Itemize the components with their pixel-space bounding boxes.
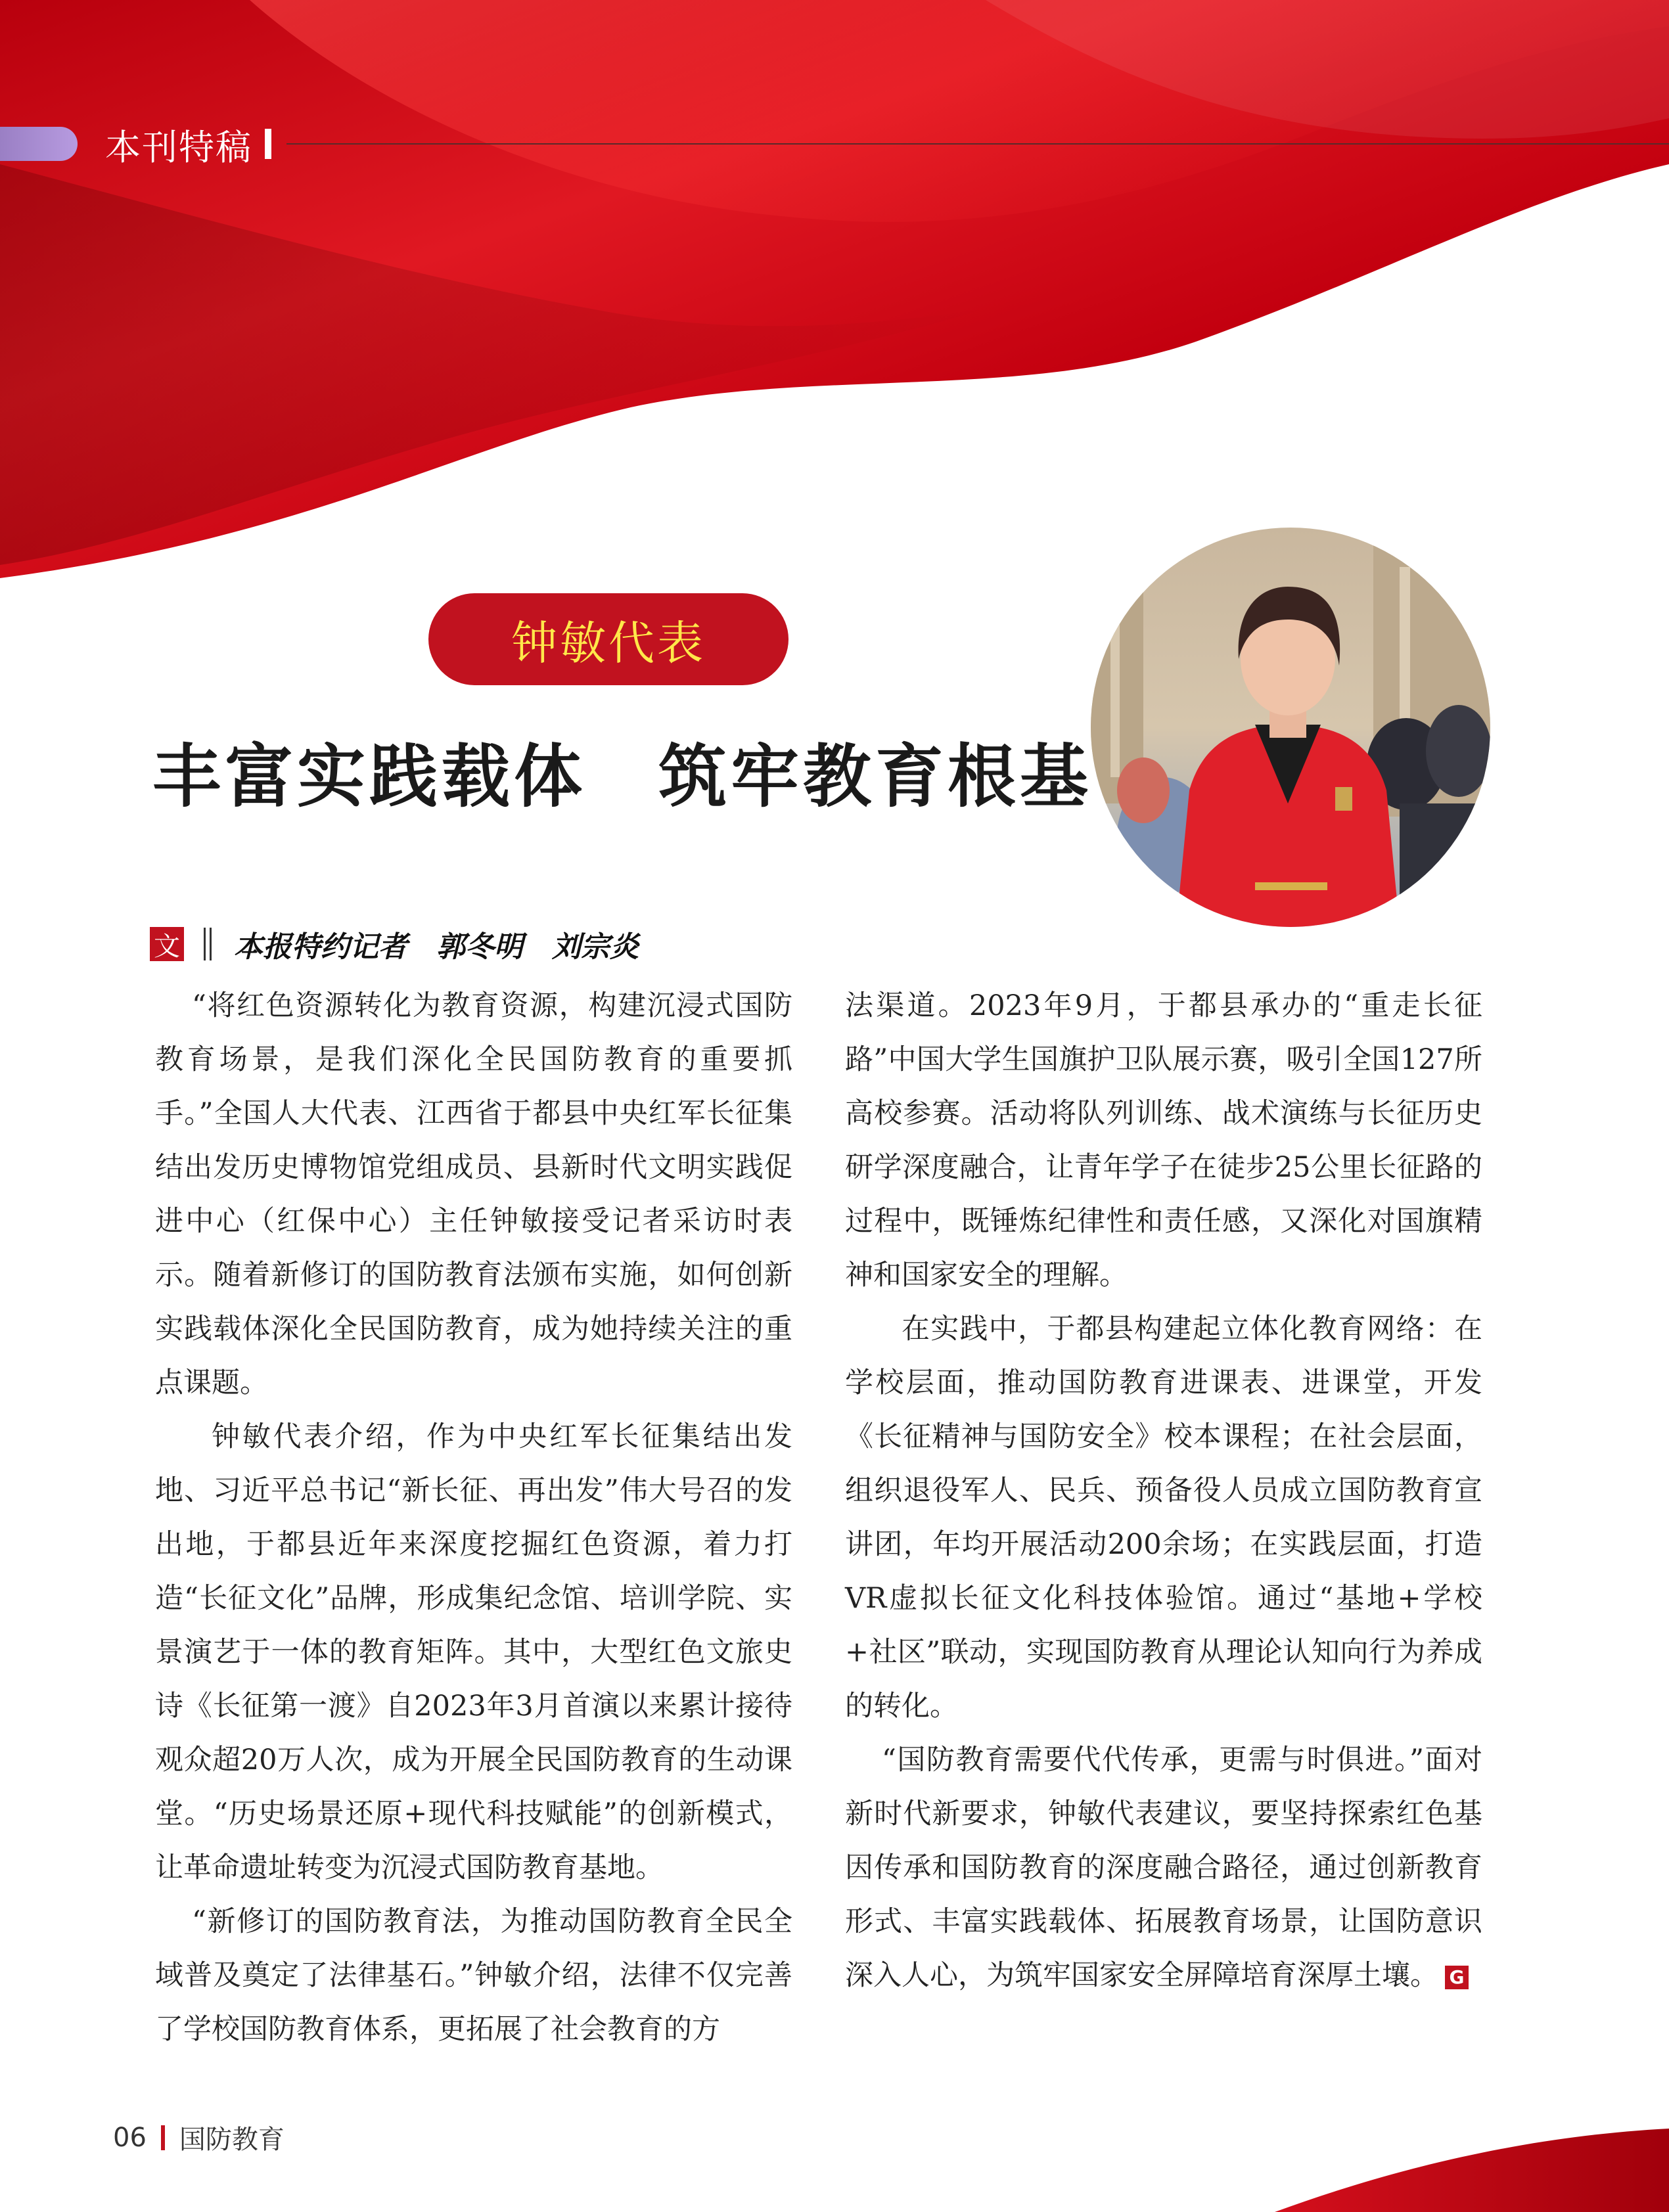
- footer-divider: [161, 2125, 165, 2150]
- wen-box-icon: 文: [150, 927, 184, 961]
- header-rule: [286, 143, 1669, 145]
- name-tag: [428, 593, 789, 685]
- section-accent-bar: [0, 127, 78, 161]
- section-divider: [265, 129, 271, 159]
- name-tag-label: 钟敏代表: [511, 616, 706, 670]
- magazine-name: 国防教育: [179, 2125, 285, 2155]
- byline-divider: [204, 928, 212, 960]
- g-logo-icon: G: [1445, 1966, 1469, 1989]
- byline: 本报特约记者 郭冬明 刘宗炎: [234, 930, 639, 964]
- paragraph: “将红色资源转化为教育资源，构建沉浸式国防教育场景，是我们深化全民国防教育的重要抓手。”全国人大代表、江西省于都县中央红军长征集结出发历史博物馆党组成员、县新时代文明实践促进中心（红保中心）主任钟敏接受记者采访时表示。随着新修订的国防教育法颁布实施，如何创新实践载体深化全民国防教育，成为她持续关注的重点课题。: [155, 989, 792, 1399]
- paragraph-text: “国防教育需要代代传承，更需与时俱进。”面对新时代新要求，钟敏代表建议，要坚持探索红色基因传承和国防教育的深度融合路径，通过创新教育形式、丰富实践载体、拓展教育场景，让国防意识深入人心，为筑牢国家安全屏障培育深厚土壤。: [845, 1744, 1482, 1992]
- body-column-left: [155, 979, 792, 2056]
- paragraph: [845, 1733, 1482, 2002]
- article-headline: 丰富实践载体 筑牢教育根基: [152, 736, 1093, 817]
- section-label: 本刊特稿: [105, 127, 252, 168]
- portrait-photo: [1091, 528, 1490, 927]
- paragraph: 钟敏代表介绍，作为中央红军长征集结出发地、习近平总书记“新长征、再出发”伟大号召的发出地，于都县近年来深度挖掘红色资源，着力打造“长征文化”品牌，形成集纪念馆、培训学院、实景演艺于一体的教育矩阵。其中，大型红色文旅史诗《长征第一渡》自2023年3月首演以来累计接待观众超20万人次，成为开展全民国防教育的生动课堂。“历史场景还原+现代科技赋能”的创新模式，让革命遗址转变为沉浸式国防教育基地。: [155, 1420, 792, 1884]
- paragraph: “新修订的国防教育法，为推动国防教育全民全域普及奠定了法律基石。”钟敏介绍，法律不仅完善了学校国防教育体系，更拓展了社会教育的方: [155, 1905, 792, 2046]
- page-footer: [113, 2119, 285, 2156]
- page-number: 06: [113, 2122, 147, 2153]
- paragraph: 在实践中，于都县构建起立体化教育网络：在学校层面，推动国防教育进课表、进课堂，开发《长征精神与国防安全》校本课程；在社会层面，组织退役军人、民兵、预备役人员成立国防教育宣讲团，年均开展活动200余场；在实践层面，打造VR虚拟长征文化科技体验馆。通过“基地+学校+社区”联动，实现国防教育从理论认知向行为养成的转化。: [845, 1313, 1482, 1723]
- body-column-right: [845, 979, 1482, 2002]
- paragraph-continuation: 法渠道。2023年9月，于都县承办的“重走长征路”中国大学生国旗护卫队展示赛，吸引全国127所高校参赛。活动将队列训练、战术演练与长征历史研学深度融合，让青年学子在徒步25公里长征路的过程中，既锤炼纪律性和责任感，又深化对国旗精神和国家安全的理解。: [845, 989, 1482, 1292]
